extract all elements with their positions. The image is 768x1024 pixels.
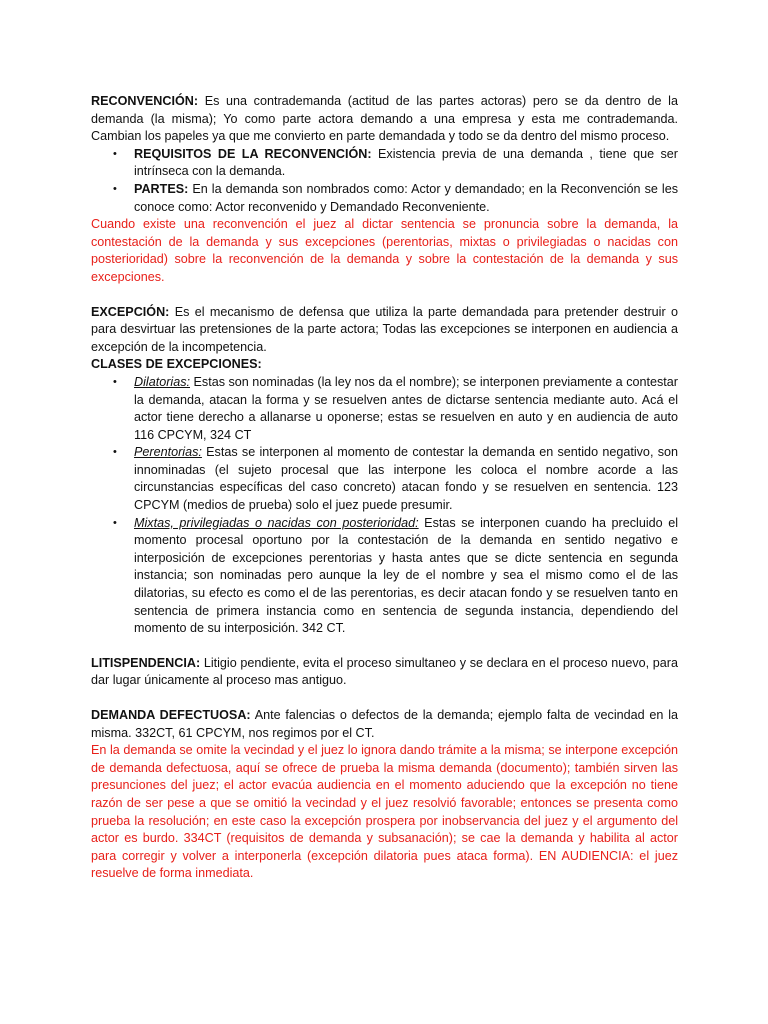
list-item-term: Perentorias: [134, 445, 202, 460]
list-item [91, 374, 678, 444]
demanda-defectuosa-red-note: En la demanda se omite la vecindad y el juez lo ignora dando trámite a la misma; se interpone excepción de demanda defectuosa, aquí se ofrece de prueba la misma demanda (documento); también sirven las presunciones del juez; el actor evacúa audiencia en el momento aduciendo que la excepción no tiene razón de ser pese a que se omitió la vecindad y el juez resolvió favorable; entonces se presenta como prueba la resolución; en este caso la excepción prospera por inobservancia del juez y el argumento del actor es burdo. 334CT (requisitos de demanda y subsanación); se cae la demanda y habilita al actor para corregir y volver a interponerla (excepción dilatoria pues ataca forma). EN AUDIENCIA: el juez resuelve de forma inmediata. [91, 743, 678, 881]
bullet-icon: • [113, 147, 117, 160]
list-item-term: PARTES: [134, 181, 189, 196]
list-item-term: Dilatorias: [134, 374, 190, 389]
list-item-term: Mixtas, privilegiadas o nacidas con posterioridad: [134, 515, 419, 530]
clases-list [91, 374, 678, 638]
bullet-icon: • [113, 375, 117, 388]
reconvencion-list [91, 146, 678, 216]
list-item-text: Estas son nominadas (la ley nos da el nombre); se interponen previamente a contestar la demanda, atacan la forma y se resuelven antes de dictarse sentencia mediante auto. Acá el actor tiene derecho a allanarse u oponerse; estas se resuelven en auto y en audiencia de auto 116 CPCYM, 324 CT [134, 374, 678, 442]
litispendencia-text: Litigio pendiente, evita el proceso simultaneo y se declara en el proceso nuevo, para dar lugar únicamente al proceso mas antiguo. [91, 655, 678, 688]
litispendencia-term: LITISPENDENCIA: [91, 655, 201, 670]
clases-heading: CLASES DE EXCEPCIONES: [91, 357, 262, 372]
excepcion-text: Es el mecanismo de defensa que utiliza la parte demandada para pretender destruir o para desvirtuar las pretensiones de la parte actora; Todas las excepciones se interponen en audiencia a excepción de la incompetencia. [91, 304, 678, 354]
list-item [91, 181, 678, 216]
demanda-defectuosa-text: Ante falencias o defectos de la demanda; ejemplo falta de vecindad en la misma. 332CT, 61 CPCYM, nos regimos por el CT. [91, 708, 678, 740]
bullet-icon: • [113, 446, 117, 459]
excepcion-term: EXCEPCIÓN: [91, 304, 170, 319]
reconvencion-term: RECONVENCIÓN: [91, 94, 199, 108]
list-item [91, 515, 678, 638]
list-item-text: Estas se interponen cuando ha precluido el momento procesal oportuno por la contestación de la demanda en sentido negativo e interposición de excepciones perentorias y hasta antes que se dicte sentencia en segunda instancia; son nominadas pero aunque la ley de el nombre y sea el mismo como el de las dilatorias, su efecto es como el de las perentorias, es decir atacan fondo y se resuelven tanto en sentencia de primera instancia como en sentencia de segunda instancia, dependiendo del momento de su interposición. 342 CT. [134, 515, 679, 636]
spacer [91, 638, 678, 655]
litispendencia-paragraph [91, 655, 678, 690]
document-body [91, 93, 678, 883]
bullet-icon: • [113, 516, 117, 529]
reconvencion-text: Es una contrademanda (actitud de las partes actoras) pero se da dentro de la demanda (la misma); Yo como parte actora demando a una empresa y esta me contrademanda. Cambian los papeles ya que me convierto en parte demandada y todo se da dentro del mismo proceso. [91, 94, 678, 144]
demanda-defectuosa-paragraph [91, 707, 678, 742]
spacer [91, 287, 678, 304]
list-item [91, 444, 678, 514]
list-item-text: Estas se interponen al momento de contestar la demanda en sentido negativo, son innominadas (el sujeto procesal que las interpone les coloca el nombre acorde a las circunstancias específicas del caso concreto) atacan fondo y se resuelven en sentencia. 123 CPCYM (medios de prueba) solo el juez puede presumir. [134, 445, 678, 513]
bullet-icon: • [113, 182, 117, 195]
excepcion-paragraph [91, 304, 678, 357]
demanda-defectuosa-term: DEMANDA DEFECTUOSA: [91, 708, 251, 722]
list-item-text: Existencia previa de una demanda , tiene que ser intrínseca con la demanda. [134, 146, 679, 179]
reconvencion-paragraph [91, 93, 678, 146]
list-item-text: En la demanda son nombrados como: Actor y demandado; en la Reconvención se les conoce como: Actor reconvenido y Demandado Reconveniente. [134, 181, 678, 214]
list-item-term: REQUISITOS DE LA RECONVENCIÓN: [134, 146, 372, 161]
spacer [91, 690, 678, 707]
list-item [91, 146, 678, 181]
reconvencion-red-note: Cuando existe una reconvención el juez al dictar sentencia se pronuncia sobre la demanda, la contestación de la demanda y sus excepciones (perentorias, mixtas o privilegiadas o nacidas con posterioridad) sobre la reconvención de la demanda y sobre la contestación de la demanda y sus excepciones. [91, 217, 678, 284]
